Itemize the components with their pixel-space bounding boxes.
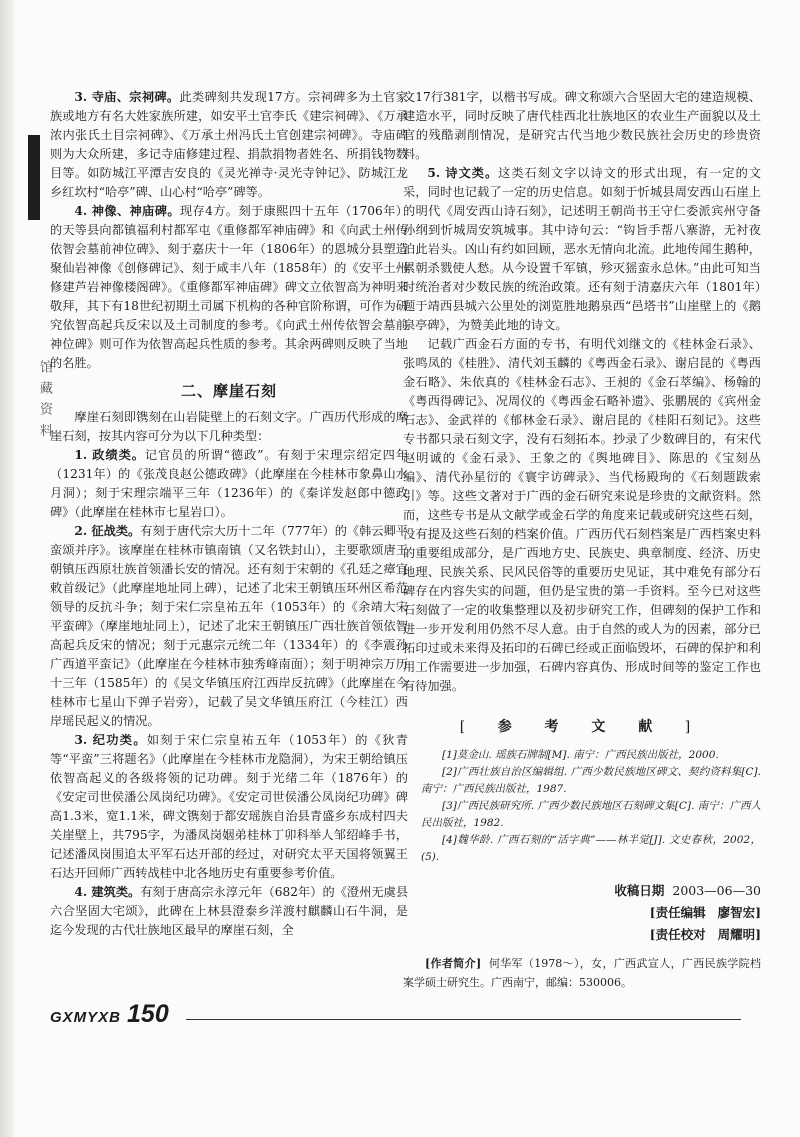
paragraph-text: 有刻于唐高宗永淳元年（682年）的《澄州无虞县六合坚固大宅颂》，此碑在上林县澄泰乡洋渡村麒麟山石牛洞，是迄今发现的古代壮族地区最早的摩崖石刻，全 <box>50 885 409 937</box>
paragraph-text: 记载广西金石方面的专书，有明代刘继文的《桂林金石录》、张鸣凤的《桂胜》、清代刘玉麟的《粤西金石录》、谢启昆的《粤西金石略》、朱依真的《桂林金石志》、王昶的《金石萃编》、杨翰的《粤西得碑记》、况周仪的《粤西金石略补遗》、张鹏展的《宾州金石志》、金武祥的《郁林金石录》、谢启昆的《桂阳石刻记》。这些专书都只录石刻文字，没有石刻拓本。抄录了少数碑目的，有宋代赵明诚的《金石录》、王象之的《舆地碑目》、陈思的《宝刻丛编》、清代孙星衍的《寰宇访碑录》、当代杨殿珣的《石刻题跋索引》等。这些文著对于广西的金石研究来说是珍贵的文献资料。然而，这些专书是从文献学或金石学的角度来记载或研究这些石刻，没有提及这些石刻的档案价值。广西历代石刻档案是广西档案史料的重要组成部分，是广西地方史、民族史、典章制度、经济、历史地理、民族关系、民风民俗等的重要历史见证，其中难免有部分石碑存在内容失实的问题，但仍是宝贵的第一手资料。至今已对这些石刻做了一定的收集整理以及初步研究工作，但碑刻的保护工作和进一步开发利用仍然不尽人意。由于自然的或人为的因素，部分已拓印过或未来得及拓印的石碑已经或正面临毁坏，石碑的保护和利用工作需要进一步加强，石碑内容真伪、形成时间等的鉴定工作也有待加强。 <box>403 337 761 693</box>
binding-edge <box>0 0 14 1137</box>
paragraph-text: 文17行381字，以楷书写成。碑文称颂六合坚固大宅的建造规模、建造水平，同时反映了唐代桂西北壮族地区的农业生产面貌以及土官的残酷剥削情况，是研究古代当地少数民族社会历史的珍贵资料。 <box>403 90 761 161</box>
margin-handwriting: 馆 藏 资 料 <box>37 360 52 439</box>
reference-item: [3]广西民族研究所. 广西少数民族地区石刻碑文集[C]. 南宁：广西人民出版社，1982. <box>421 800 761 829</box>
item-label: 3. 纪功类。 <box>74 733 147 747</box>
responsible-proofreader: [责任校对 周耀明] <box>649 927 761 942</box>
paragraph <box>403 335 761 696</box>
references-list <box>403 747 761 866</box>
paragraph-text: 记官员的所谓“德政”。有刻于宋理宗绍定四年（1231年）的《张茂良赵公德政碑》（此摩崖在今桂林市象鼻山水月洞）；刻于宋理宗端平三年（1236年）的《秦详发赵郎中德政碑》（此摩崖在桂林市七星岩口）。 <box>50 448 409 519</box>
right-column <box>403 88 761 992</box>
paragraph <box>50 522 408 731</box>
left-column <box>50 88 408 940</box>
reference-item: [1]莫金山. 瑶族石牌制[M]. 南宁：广西民族出版社，2000. <box>442 749 719 761</box>
paragraph-text: 这类石刻文字以诗文的形式出现，有一定的文采，同时也记载了一定的历史信息。如刻于忻城县周安西山石崖上的明代《周安西山诗石刻》，记述明王朝尚书王守仁委派宾州守备孙纲到忻城周安筑城事。其中诗句云：“钩旨手帮八寨游，无衬夜泊此岩头。凶山有约如回顾，恶水无情向北流。此地传闻生鹅种，累朝杀戮使人愁。从今设置千军镇，殄灭猺蛮永总休。”由此可知当时统治者对少数民族的统治政策。还有刻于清嘉庆六年（1801年）题于靖西县城六公里处的浏览胜地鹅泉西“邑塔书”山崖壁上的《鹅泉亭碑》，为赞美此地的诗文。 <box>403 166 762 332</box>
paragraph <box>50 731 408 883</box>
page-footer <box>50 1000 169 1029</box>
author-bio: [作者简介] 何华军（1978～），女，广西武宣人，广西民族学院档案学硕士研究生。广西南宁，邮编：530006。 <box>403 957 761 989</box>
item-label: 3. 寺庙、宗祠碑。 <box>74 90 180 104</box>
paragraph-text: 摩崖石刻即镌刻在山岩陡壁上的石刻文字。广西历代形成的摩崖石刻，按其内容可分为以下几种类型： <box>50 410 408 443</box>
item-label: 5. 诗文类。 <box>427 166 499 180</box>
references-title: 参 考 文 献 <box>497 719 667 735</box>
paragraph-text: 现存4方。刻于康熙四十五年（1706年）的天等县向都镇福利村都军屯《重修都军神庙碑》和《向武土州传依智会墓前神位碑》、刻于嘉庆十一年（1806年）的恩城分县塑造聚仙岩神像《创修碑记》、刻于咸丰八年（1858年）的《安平土州修建芦岩神像楼阁碑》。《重修都军神庙碑》碑文立依智高为神明来敬拜，其下有18世纪初期土司属下机构的各种官阶称谓，可作为研究依智高起兵反宋以及土司制度的参考。《向武土州传依智会墓前神位碑》则可作为依智高起兵性质的参考。其余两碑则反映了当地的名胜。 <box>50 204 408 370</box>
responsible-editor: [责任编辑 廖智宏] <box>649 905 761 920</box>
item-label: 4. 神像、神庙碑。 <box>74 204 180 218</box>
reference-item: [4]魏华龄. 广西石刻的“活字典”——林半觉[J]. 文史春秋，2002，(5). <box>421 834 761 863</box>
item-label: 1. 政绩类。 <box>74 448 145 462</box>
page-number: 150 <box>127 1000 169 1028</box>
paragraph-text: 如刻于宋仁宗皇祐五年（1053年）的《狄青等“平蛮”三将题名》（此摩崖在今桂林市龙隐洞），为宋王朝给镇压依智高起义的各级将领的记功碑。刻于光绪二年（1876年）的《安定司世侯潘公凤岗纪功碑》。《安定司世侯潘公凤岗纪功碑》碑高1.3米，宽1.1米，碑文镌刻于都安瑶族自治县青盛乡东成村四夫关崖壁上，共795字，为潘凤岗姻弟桂林丁卯科举人邹绍峰手书，记述潘凤岗围追太平军石达开部的经过，对研究太平天国将领翼王石达开回师广西转战桂中北各地历史有重要参考价值。 <box>50 733 408 880</box>
margin-black-bar <box>28 135 40 220</box>
paragraph <box>50 446 408 522</box>
paragraph <box>50 883 408 940</box>
article-metadata <box>403 880 761 946</box>
references-heading: [ 参 考 文 献 ] <box>459 719 705 735</box>
reference-item: [2]广西壮族自治区编辑组. 广西少数民族地区碑文、契约资料集[C]. 南宁：广西民族出版社，1987. <box>421 766 761 795</box>
item-label: 2. 征战类。 <box>74 524 141 538</box>
paragraph <box>50 88 408 202</box>
paragraph <box>403 88 761 164</box>
paragraph <box>403 164 761 335</box>
paragraph <box>50 408 408 446</box>
footer-rule <box>186 1019 741 1020</box>
received-date: 收稿日期 2003—06—30 <box>614 883 761 898</box>
paragraph <box>50 202 408 373</box>
journal-code: GXMYXB <box>50 1009 122 1026</box>
paragraph-text: 有刻于唐代宗大历十二年（777年）的《韩云卿平蛮颂并序》。该摩崖在桂林市镇南镇（又名铁封山），主要歌颂唐王朝镇压西原壮族首领潘长安的情况。还有刻于宋朝的《孔廷之瘴宜敕首级记》（此摩崖地址同上碑），记述了北宋王朝镇压环州区希范领导的反抗斗争；刻于宋仁宗皇祐五年（1053年）的《余靖大宋平蛮碑》（摩崖地址同上），记述了北宋王朝镇压广西壮族首领依智高起兵反宋的情况；刻于元惠宗元统二年（1334年）的《李震孙广西道平蛮记》（此摩崖在今桂林市独秀峰南面）；刻于明神宗万历十三年（1585年）的《吴文华镇压府江西岸反抗碑》（此摩崖在今桂林市七星山下弹子岩旁），记载了吴文华镇压府江（今桂江）西岸瑶民起义的情况。 <box>50 524 409 728</box>
section-heading: 二、摩崖石刻 <box>180 382 277 400</box>
paragraph-text: 此类碑刻共发现17方。宗祠碑多为土官家族或地方有名大姓家族所建，如安平土官李氏《建宗祠碑》、《万承浓内张氏土目宗祠碑》、《万承土州冯氏土官创建宗祠碑》。寺庙碑则为大众所建，多记寺庙修建过程、捐款捐物者姓名、所捐钱物数目等。如防城江平潭吉安良的《灵光禅寺·灵光寺钟记》、防城江龙乡红坎村“哈亭”碑、山心村“哈亭”碑等。 <box>50 90 408 199</box>
item-label: 4. 建筑类。 <box>74 885 141 899</box>
